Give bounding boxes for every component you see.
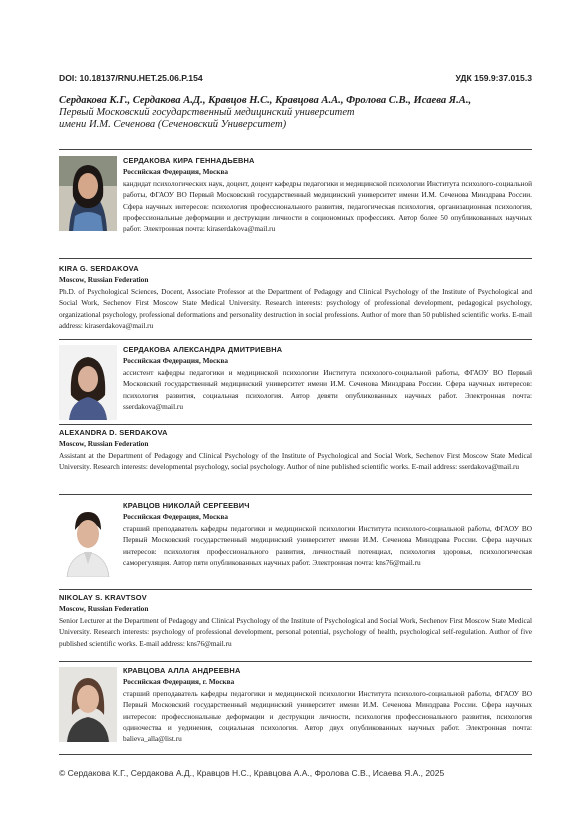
author-en-bio: Senior Lecturer at the Department of Pedagogy and Clinical Psychology of the Institute of Psychological and Social Work, Sechenov First Moscow State Medical University. Research interests: psychology of professional development, personal potential, psychology of health, psychological self-regulation. Author of five published scientific works. E-mail address: kns76@mail.ru: [59, 615, 532, 648]
author-ru-block-4: [123, 665, 532, 745]
author-list: Сердакова К.Г., Сердакова А.Д., Кравцов Н.С., Кравцова А.А., Фролова С.В., Исаева Я.А.,: [59, 95, 472, 106]
author-en-location: Moscow, Russian Federation: [59, 275, 149, 285]
divider: [59, 149, 532, 150]
authors-affiliation: [59, 95, 539, 132]
page-header: [59, 73, 532, 83]
author-en-bio: Ph.D. of Psychological Sciences, Docent, Associate Professor at the Department of Pedagogy and Clinical Psychology of the Institute of Psychological and Social Work, Sechenov First Moscow State Medical University. Research interests: psychology of professional development, pedagogical psychology, organizational psychology, professional deformations and personality destruction in social professions. Author of more than 50 published scientific works. E-mail address: kiraserdakova@mail.ru: [59, 286, 532, 331]
author-ru-name: СЕРДАКОВА АЛЕКСАНДРА ДМИТРИЕВНА: [123, 345, 283, 354]
divider: [59, 339, 532, 340]
divider: [59, 661, 532, 662]
copyright-footer: © Сердакова К.Г., Сердакова А.Д., Кравцов Н.С., Кравцова А.А., Фролова С.В., Исаева Я.А., 2025: [59, 768, 445, 778]
author-photo-2: [59, 345, 117, 420]
author-en-location: Moscow, Russian Federation: [59, 439, 149, 449]
author-ru-location: Российская Федерация, г. Москва: [123, 677, 235, 687]
author-en-block-3: [59, 592, 532, 649]
author-ru-location: Российская Федерация, Москва: [123, 167, 229, 177]
author-en-name: ALEXANDRA D. SERDAKOVA: [59, 428, 168, 437]
divider: [59, 424, 532, 425]
divider: [59, 258, 532, 259]
doi: DOI: 10.18137/RNU.HET.25.06.P.154: [59, 73, 203, 83]
author-ru-block-1: [123, 155, 532, 235]
author-en-location: Moscow, Russian Federation: [59, 604, 149, 614]
author-photo-3: [59, 502, 117, 577]
author-ru-bio: старший преподаватель кафедры педагогики и медицинской психологии Института психолого-социальной работы, ФГАОУ ВО Первый Московский государственный медицинский университет имени И.М. Сеченова Минздрава России. Сфера научных интересов: психология профессионального развития, личностный потенциал, психология здоровья, психологическая саморегуляция. Автор пяти опубликованных научных работ. Электронная почта: kns76@mail.ru: [123, 523, 532, 568]
divider: [59, 589, 532, 590]
author-en-block-2: [59, 427, 532, 473]
author-ru-name: СЕРДАКОВА КИРА ГЕННАДЬЕВНА: [123, 156, 255, 165]
author-ru-name: КРАВЦОВА АЛЛА АНДРЕЕВНА: [123, 666, 241, 675]
author-ru-location: Российская Федерация, Москва: [123, 512, 229, 522]
udk: УДК 159.9:37.015.3: [455, 73, 532, 83]
author-photo-1: [59, 156, 117, 231]
author-ru-bio: старший преподаватель кафедры педагогики и медицинской психологии Института психолого-социальной работы, ФГАОУ ВО Первый Московский государственный медицинский университет имени И.М. Сеченова Минздрава России. Сфера научных интересов: профессиональные деформации и деструкции личности, психология профессионального развития, психология одиночества и уединения, социальная психология. Автор двух опубликованных научных работ. Электронная почта: balieva_alla@list.ru: [123, 688, 532, 744]
divider: [59, 754, 532, 755]
author-ru-bio: кандидат психологических наук, доцент, доцент кафедры педагогики и медицинской психологии Института психолого-социальной работы, ФГАОУ ВО Первый Московский государственный медицинский университет имени И.М. Сеченова Минздрава России. Сфера научных интересов: психология профессионального развития, педагогическая психология, организационная психология, профессиональные деформации и деструкции личности в социономных профессиях. Автор более 50 опубликованных научных работ. Электронная почта: kiraserdakova@mail.ru: [123, 178, 532, 234]
affiliation-line-2: имени И.М. Сеченова (Сеченовский Университет): [59, 119, 287, 131]
author-ru-block-3: [123, 500, 532, 568]
affiliation-line-1: Первый Московский государственный медицинский университет: [59, 107, 355, 119]
author-ru-name: КРАВЦОВ НИКОЛАЙ СЕРГЕЕВИЧ: [123, 501, 250, 510]
author-en-bio: Assistant at the Department of Pedagogy and Clinical Psychology of the Institute of Psychological and Social Work, Sechenov First Moscow State Medical University. Research interests: developmental psychology, social psychology. Author of nine published scientific works. E-mail address: sserdakova@mail.ru: [59, 450, 532, 472]
author-en-name: KIRA G. SERDAKOVA: [59, 264, 139, 273]
author-ru-location: Российская Федерация, Москва: [123, 356, 229, 366]
author-photo-4: [59, 667, 117, 742]
author-en-block-1: [59, 263, 532, 331]
author-ru-block-2: [123, 344, 532, 412]
author-en-name: NIKOLAY S. KRAVTSOV: [59, 593, 147, 602]
divider: [59, 494, 532, 495]
author-ru-bio: ассистент кафедры педагогики и медицинской психологии Института психолого-социальной работы, ФГАОУ ВО Первый Московский государственный медицинский университет имени И.М. Сеченова Минздрава России. Сфера научных интересов: психология развития, социальная психология. Автор девяти опубликованных научных работ. Электронная почта: sserdakova@mail.ru: [123, 367, 532, 412]
